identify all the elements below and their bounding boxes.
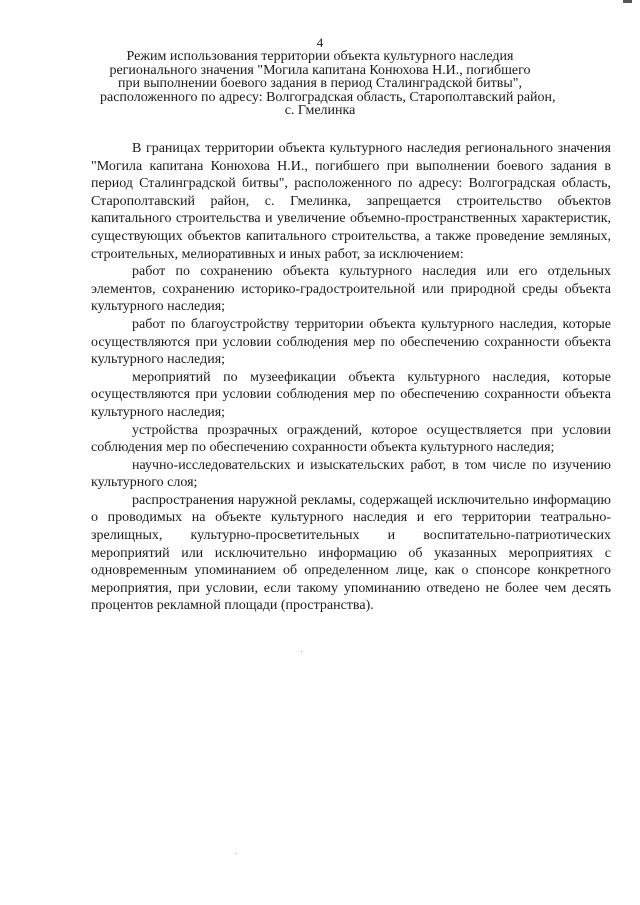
exception-item: устройства прозрачных ограждений, которое осуществляется при условии соблюдения мер по обеспечению сохранности объекта культурного наследия;: [91, 422, 611, 456]
heading-line: с. Гмелинка: [284, 103, 356, 119]
heading-line: регионального значения "Могила капитана Конюхова Н.И., погибшего: [109, 62, 531, 78]
exception-item: мероприятий по музеефикации объекта культурного наследия, которые осуществляются при условии соблюдения мер по обеспечению сохранности объекта культурного наследия;: [91, 369, 611, 420]
page-number: 4: [316, 35, 324, 50]
scan-speck: [236, 853, 237, 854]
intro-paragraph: В границах территории объекта культурного наследия регионального значения "Могила капитана Конюхова Н.И., погибшего при выполнении боевого задания в период Сталинградской битвы", расположенного по адресу: Волгоградская область, Старополтавский район, с. Гмелинка, запрещается строительство объектов капитального строительства и увеличение объемно-пространственных характеристик, существующих объектов капитального строительства, а также проведение земляных, строительных, мелиоративных и иных работ, за исключением:: [91, 141, 611, 262]
exception-item: работ по сохранению объекта культурного наследия или его отдельных элементов, сохранению историко-градостроительной или природной среды объекта культурного наследия;: [91, 264, 611, 315]
scan-speck: [301, 651, 302, 652]
scan-corner-mark: [623, 0, 632, 3]
heading-line: расположенного по адресу: Волгоградская область, Старополтавский район,: [100, 89, 556, 105]
exception-item: научно-исследовательских и изыскательских работ, в том числе по изучению культурного слоя;: [91, 457, 611, 491]
heading-line: Режим использования территории объекта культурного наследия: [126, 49, 514, 64]
exception-item: распространения наружной рекламы, содержащей исключительно информацию о проводимых на объекте культурного наследия и его территории театрально-зрелищных, культурно-просветительных и воспитательно-патриотических мероприятий или исключительно информацию об указанных мероприятиях с одновременным упоминанием об определенном лице, как о спонсоре конкретного мероприятия, при условии, если такому упоминанию отведено не более чем десять процентов рекламной площади (пространства).: [91, 492, 611, 614]
exception-item: работ по благоустройству территории объекта культурного наследия, которые осуществляются при условии соблюдения мер по обеспечению сохранности объекта культурного наследия;: [91, 316, 611, 368]
document-body: [91, 140, 611, 615]
document-heading: [100, 49, 556, 119]
heading-line: при выполнении боевого задания в период Сталинградской битвы",: [117, 76, 523, 92]
